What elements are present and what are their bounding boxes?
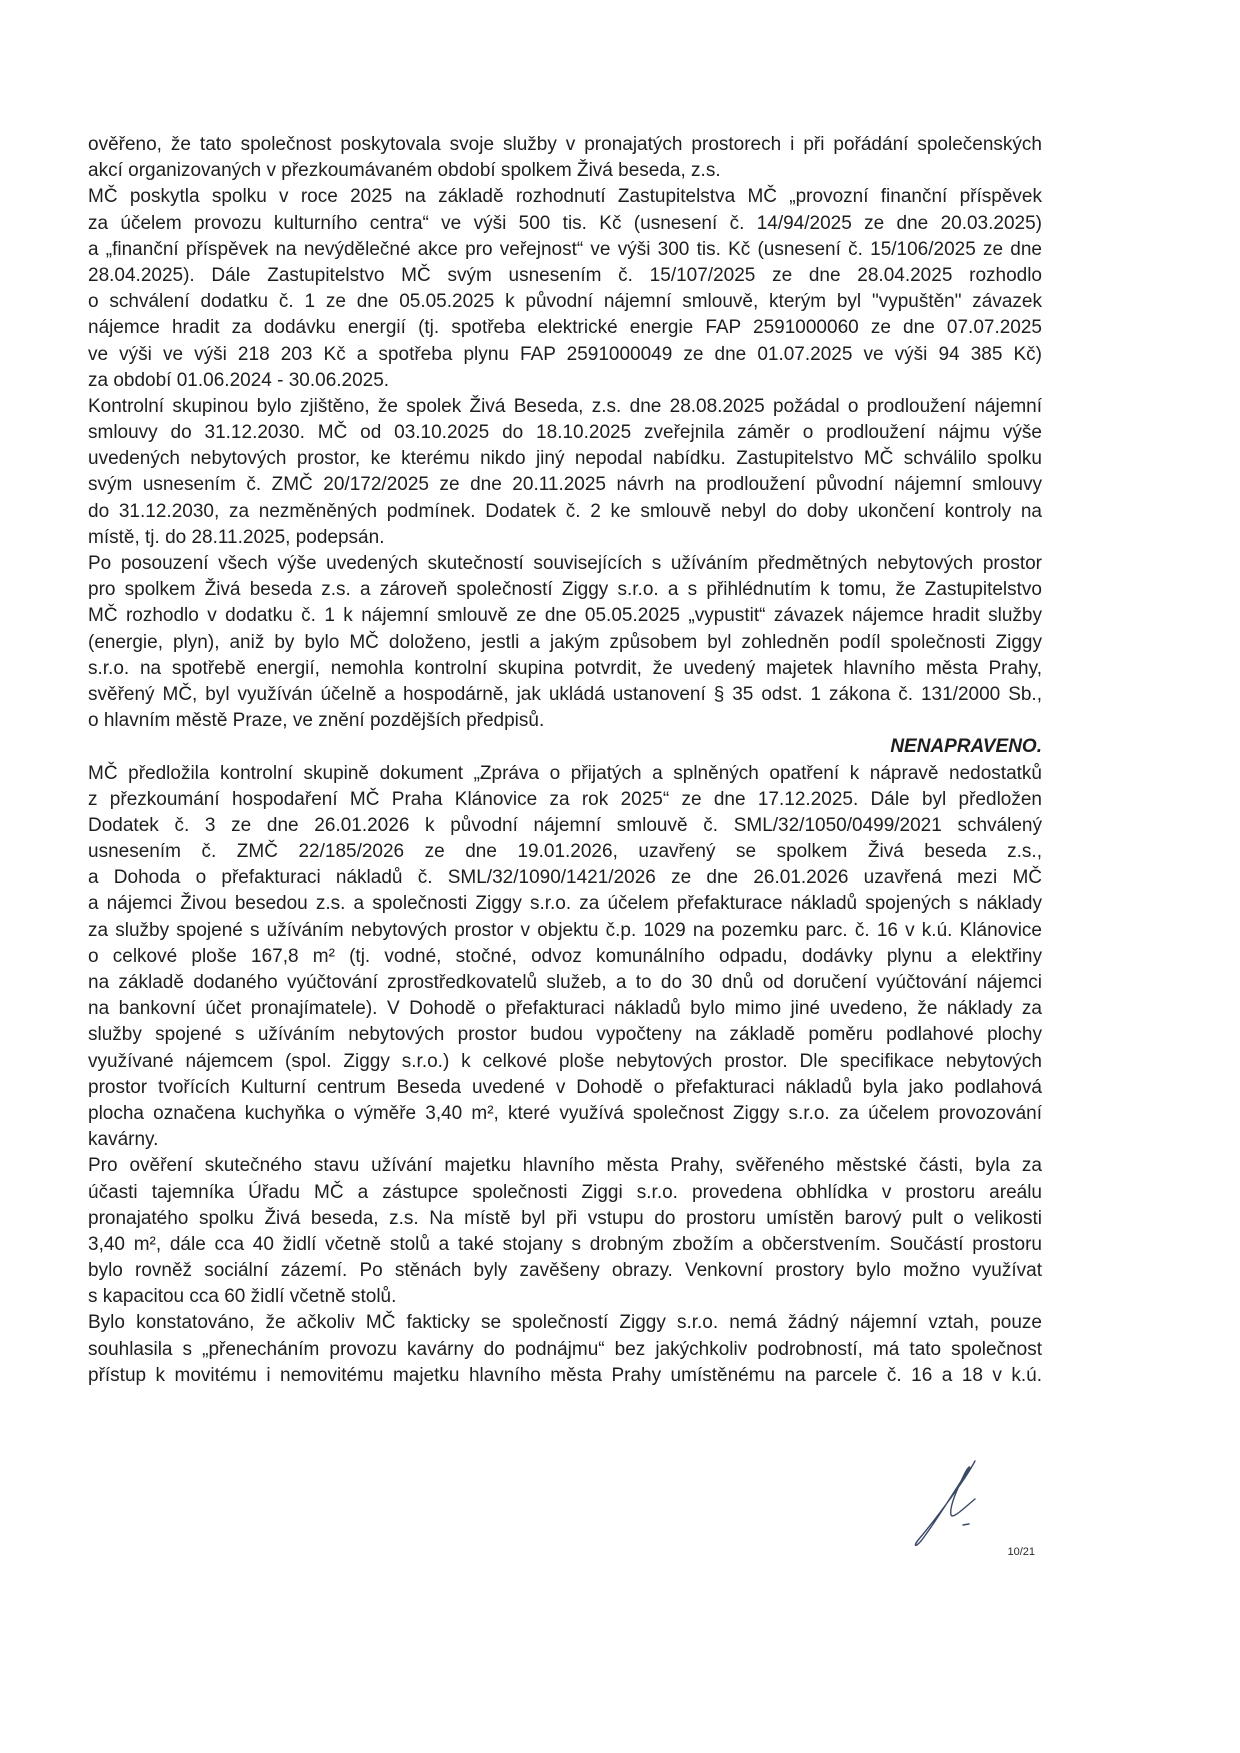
document-body <box>88 132 1042 1389</box>
text-line: MČ předložila kontrolní skupině dokument „Zpráva o přijatých a splněných opatření k nápravě nedostatků <box>88 762 1042 784</box>
text-line: svěřený MČ, byl využíván účelně a hospodárně, jak ukládá ustanovení § 35 odst. 1 zákona č. 131/2000 Sb., <box>88 683 1042 705</box>
text-line: služby spojené s užíváním nebytových prostor budou vypočteny na základě poměru podlahové plochy <box>88 1024 1042 1046</box>
paragraph-assessment <box>88 551 1042 734</box>
text-line: MČ poskytla spolku v roce 2025 na základě rozhodnutí Zastupitelstva MČ „provozní finanční příspěvek <box>88 186 1042 208</box>
text-line: Po posouzení všech výše uvedených skutečností souvisejících s užíváním předmětných nebytových prostor <box>88 553 1042 574</box>
text-line: Dodatek č. 3 ze dne 26.01.2026 k původní nájemní smlouvě č. SML/32/1050/0499/2021 schválený <box>88 814 1042 836</box>
text-line: účasti tajemníka Úřadu MČ a zástupce společnosti Ziggi s.r.o. provedena obhlídka v prostoru areálu <box>88 1181 1042 1203</box>
text-line: nájemce hradit za dodávku energií (tj. spotřeba elektrické energie FAP 2591000060 ze dne 07.07.2025 <box>88 317 1042 339</box>
text-line: Pro ověření skutečného stavu užívání majetku hlavního města Prahy, svěřeného městské části, byla za <box>88 1155 1042 1177</box>
paragraph-conclusion <box>88 1310 1042 1389</box>
text-line: bylo rovněž sociální zázemí. Po stěnách byly zavěšeny obrazy. Venkovní prostory bylo možno využívat <box>88 1260 1042 1282</box>
text-line: ověřeno, že tato společnost poskytovala svoje služby v pronajatých prostorech i při pořádání společenských <box>88 134 1042 155</box>
text-line: (energie, plyn), aniž by bylo MČ doloženo, jestli a jakým způsobem byl zohledněn podíl společnosti Ziggy <box>88 631 1042 653</box>
text-line: kavárny. <box>88 1129 159 1151</box>
text-line: o schválení dodatku č. 1 ze dne 05.05.2025 k původní nájemní smlouvě, kterým byl "vypuštěn" závazek <box>88 291 1042 313</box>
text-line: Bylo konstatováno, že ačkoliv MČ fakticky se společností Ziggy s.r.o. nemá žádný nájemní vztah, pouze <box>88 1312 1042 1334</box>
page-number: 10/21 <box>1007 1546 1035 1558</box>
paragraph-financial-contribution <box>88 184 1042 394</box>
text-line: za období 01.06.2024 - 30.06.2025. <box>88 369 390 391</box>
text-line: místě, tj. do 28.11.2025, podepsán. <box>88 526 385 548</box>
text-line: plocha označena kuchyňka o výměře 3,40 m², které využívá společnost Ziggy s.r.o. za účelem provozování <box>88 1102 1042 1124</box>
status-not-remedied: NENAPRAVENO. <box>890 736 1042 758</box>
signature <box>905 1455 985 1550</box>
text-line: pro spolkem Živá beseda z.s. a zároveň společností Ziggy s.r.o. a s přihlédnutím k tomu, že Zastupitelstvo <box>88 579 1042 601</box>
paragraph-lease-extension <box>88 394 1042 551</box>
text-line: přístup k movitému i nemovitému majetku hlavního města Prahy umístěnému na parcele č. 16 a 18 v k.ú. <box>88 1364 1042 1386</box>
text-line: do 31.12.2030, za nezměněných podmínek. Dodatek č. 2 ke smlouvě nebyl do doby ukončení kontroly na <box>88 500 1042 522</box>
text-line: a „finanční příspěvek na nevýdělečné akce pro veřejnost“ ve výši 300 tis. Kč (usnesení č. 15/106/2025 ze dne <box>88 238 1042 260</box>
text-line: 3,40 m², dále cca 40 židlí včetně stolů a také stojany s drobným zbožím a občerstvením. Součástí prostoru <box>88 1233 1042 1255</box>
text-line: a nájemci Živou besedou z.s. a společnosti Ziggy s.r.o. za účelem přefakturace nákladů spojených s náklady <box>88 893 1042 915</box>
text-line: Kontrolní skupinou bylo zjištěno, že spolek Živá Beseda, z.s. dne 28.08.2025 požádal o prodloužení nájemní <box>88 395 1042 417</box>
text-line: využívané nájemcem (spol. Ziggy s.r.o.) k celkové ploše nebytových prostor. Dle specifikace nebytových <box>88 1050 1042 1072</box>
paragraph-inspection <box>88 1153 1042 1310</box>
text-line: na bankovní účet pronajímatele). V Dohodě o přefakturaci nákladů bylo mimo jiné uvedeno, že náklady za <box>88 998 1042 1020</box>
text-line: souhlasila s „přenecháním provozu kavárny do podnájmu“ bez jakýchkoliv podrobností, má tato společnost <box>88 1338 1042 1360</box>
text-line: svým usnesením č. ZMČ 20/172/2025 ze dne 20.11.2025 návrh na prodloužení původní nájemní smlouvy <box>88 474 1042 496</box>
text-line: prostor tvořících Kulturní centrum Beseda uvedené v Dohodě o přefakturaci nákladů byla jako podlahová <box>88 1076 1042 1098</box>
paragraph-service-provision <box>88 132 1042 184</box>
text-line: s.r.o. na spotřebě energií, nemohla kontrolní skupina potvrdit, že uvedený majetek hlavního města Prahy, <box>88 657 1042 679</box>
text-line: pronajatého spolku Živá beseda, z.s. Na místě byl při vstupu do prostoru umístěn barový pult o velikosti <box>88 1207 1042 1229</box>
text-line: 28.04.2025). Dále Zastupitelstvo MČ svým usnesením č. 15/107/2025 ze dne 28.04.2025 rozhodlo <box>88 264 1042 286</box>
text-line: usnesením č. ZMČ 22/185/2026 ze dne 19.01.2026, uzavřený se spolkem Živá beseda z.s., <box>88 841 1042 863</box>
text-line: za služby spojené s užíváním nebytových prostor v objektu č.p. 1029 na pozemku parc. č. 16 v k.ú. Klánovice <box>88 919 1042 941</box>
text-line: o celkové ploše 167,8 m² (tj. vodné, stočné, odvoz komunálního odpadu, dodávky plynu a elektřiny <box>88 945 1042 967</box>
text-line: akcí organizovaných v přezkoumávaném období spolkem Živá beseda, z.s. <box>88 160 721 182</box>
text-line: o hlavním městě Praze, ve znění pozdějších předpisů. <box>88 710 545 732</box>
text-line: MČ rozhodlo v dodatku č. 1 k nájemní smlouvě ze dne 05.05.2025 „vypustit“ závazek nájemce hradit služby <box>88 605 1042 627</box>
text-line: ve výši ve výši 218 203 Kč a spotřeba plynu FAP 2591000049 ze dne 01.07.2025 ve výši 94 385 Kč) <box>88 343 1042 365</box>
text-line: z přezkoumání hospodaření MČ Praha Klánovice za rok 2025“ ze dne 17.12.2025. Dále byl předložen <box>88 788 1042 810</box>
text-line: a Dohoda o přefakturaci nákladů č. SML/32/1090/1421/2026 ze dne 26.01.2026 uzavřená mezi MČ <box>88 867 1042 889</box>
text-line: s kapacitou cca 60 židlí včetně stolů. <box>88 1286 397 1308</box>
text-line: uvedených nebytových prostor, ke kterému nikdo jiný nepodal nabídku. Zastupitelstvo MČ schválilo spolku <box>88 448 1042 470</box>
text-line: za účelem provozu kulturního centra“ ve výši 500 tis. Kč (usnesení č. 14/94/2025 ze dne 20.03.2025) <box>88 212 1042 234</box>
text-line: smlouvy do 31.12.2030. MČ od 03.10.2025 do 18.10.2025 zveřejnila záměr o prodloužení nájmu výše <box>88 422 1042 444</box>
text-line: na základě dodaného vyúčtování zprostředkovatelů služeb, a to do 30 dnů od doručení vyúčtování nájemci <box>88 972 1042 993</box>
paragraph-remedial-measures <box>88 761 1042 1154</box>
